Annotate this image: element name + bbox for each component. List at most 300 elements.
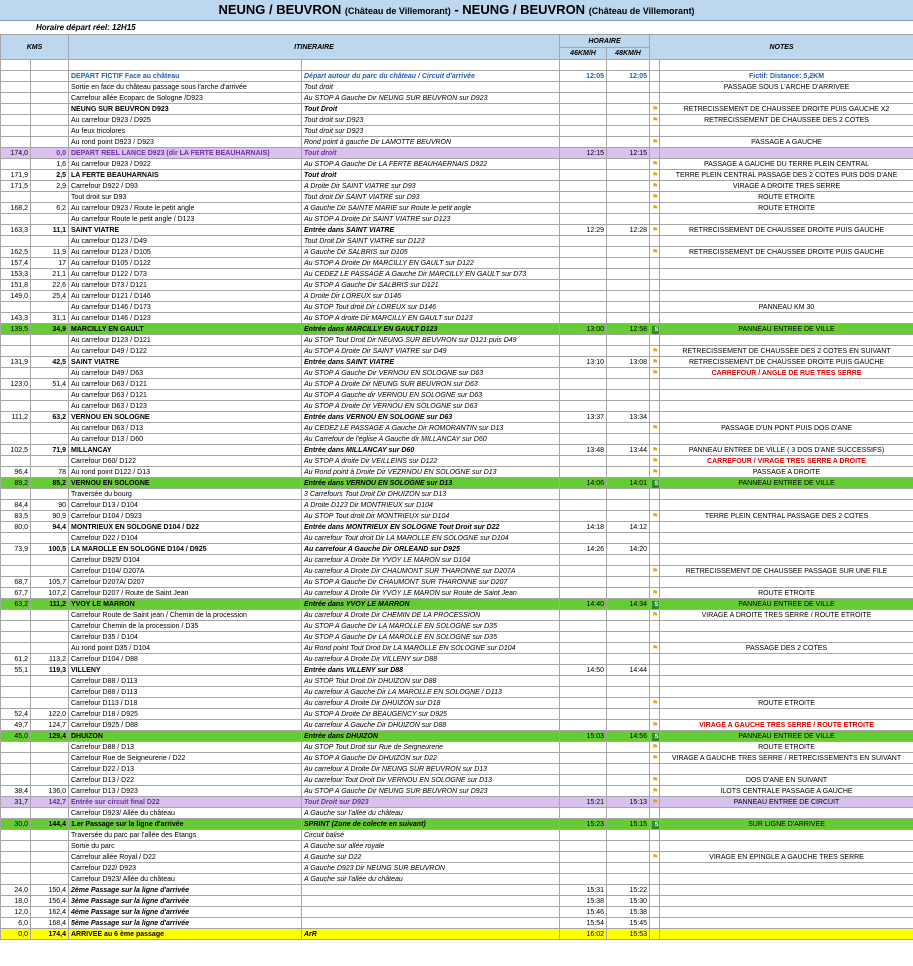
warning-flag-icon: ⚑	[652, 446, 659, 454]
warning-flag-icon: ⚑	[652, 138, 659, 146]
cell-note: ROUTE ETROITE	[660, 192, 913, 203]
itinerary-table	[0, 34, 913, 940]
cell-time-46	[560, 104, 607, 115]
cell-note	[660, 841, 913, 852]
table-row	[1, 555, 913, 566]
cell-km-done: 122,0	[31, 709, 69, 720]
cell-direction: Au STOP A Gauche Dir VERNOU EN SOLOGNE sur D63	[302, 368, 560, 379]
cell-location: Entrée sur circuit final D22	[69, 797, 302, 808]
table-row	[1, 126, 913, 137]
cell-time-48: 15:53	[607, 929, 650, 940]
cell-km-done	[31, 863, 69, 874]
cell-note	[660, 412, 913, 423]
cell-km-done: 142,7	[31, 797, 69, 808]
cell-location: Au carrefour D123 / D105	[69, 247, 302, 258]
cell-icon	[650, 566, 660, 577]
table-row	[1, 654, 913, 665]
cell-time-46: 15:03	[560, 731, 607, 742]
cell-km-remaining: 61,2	[1, 654, 31, 665]
cell-time-46	[560, 698, 607, 709]
cell-note	[660, 830, 913, 841]
cell-direction: Au STOP Tout droit Dir MONTRIEUX sur D104	[302, 511, 560, 522]
cell-km-done: 0,0	[31, 148, 69, 159]
cell-location: 5ème Passage sur la ligne d'arrivée	[69, 918, 302, 929]
cell-icon	[650, 522, 660, 533]
cell-km-remaining	[1, 676, 31, 687]
table-row	[1, 544, 913, 555]
cell-km-done: 51,4	[31, 379, 69, 390]
cell-note: PASSAGE A GAUCHE	[660, 137, 913, 148]
cell-time-48: 15:30	[607, 896, 650, 907]
cell-note	[660, 291, 913, 302]
cell-direction: A Gauche sur l'allée du château	[302, 874, 560, 885]
cell-icon	[650, 236, 660, 247]
cell-direction: Au STOP A Gauche dir VERNOU EN SOLOGNE sur D63	[302, 390, 560, 401]
cell-note	[660, 709, 913, 720]
cell-icon	[650, 577, 660, 588]
cell-icon	[650, 841, 660, 852]
cell-time-46	[560, 753, 607, 764]
table-row	[1, 918, 913, 929]
cell-direction: Au carrefour A Droite Dir CHEMIN DE LA PROCESSION	[302, 610, 560, 621]
header-horaire: HORAIRE	[560, 35, 650, 48]
cell-km-remaining: 55,1	[1, 665, 31, 676]
cell-km-remaining	[1, 830, 31, 841]
cell-time-48: 14:12	[607, 522, 650, 533]
cell-direction: Au carrefour A Droite Dir CHAUMONT SUR THARONNE sur D207A	[302, 566, 560, 577]
table-row	[1, 775, 913, 786]
cell-km-remaining	[1, 753, 31, 764]
cell-km-done: 90,9	[31, 511, 69, 522]
cell-km-done: 78	[31, 467, 69, 478]
cell-time-46	[560, 203, 607, 214]
table-row	[1, 489, 913, 500]
table-row	[1, 808, 913, 819]
cell-km-remaining	[1, 775, 31, 786]
cell-time-48	[607, 764, 650, 775]
cell-km-remaining: 80,0	[1, 522, 31, 533]
green-sign-icon: S	[652, 821, 660, 829]
header-48kmh: 48KM/H	[607, 48, 650, 60]
table-row	[1, 566, 913, 577]
cell-time-48	[607, 588, 650, 599]
table-row	[1, 753, 913, 764]
cell-icon	[650, 511, 660, 522]
cell-time-46: 14:18	[560, 522, 607, 533]
cell-time-48	[607, 841, 650, 852]
cell-direction: A Droite Dir LOREUX sur D146	[302, 291, 560, 302]
cell-note	[660, 687, 913, 698]
cell-time-46: 15:31	[560, 885, 607, 896]
cell-location: Au carrefour D146 / D173	[69, 302, 302, 313]
cell-time-46: 15:38	[560, 896, 607, 907]
cell-time-46	[560, 610, 607, 621]
cell-km-done: 6,2	[31, 203, 69, 214]
table-row	[1, 258, 913, 269]
cell-location: Au carrefour D123 / D121	[69, 335, 302, 346]
cell-note: TERRE PLEIN CENTRAL PASSAGE DES 2 COTES PUIS DOS D'ANE	[660, 170, 913, 181]
cell-time-48	[607, 654, 650, 665]
cell-time-46: 16:02	[560, 929, 607, 940]
cell-km-done: 105,7	[31, 577, 69, 588]
cell-time-48: 13:44	[607, 445, 650, 456]
cell-direction: Au carrefour A Gauche Dir ORLEAND sur D925	[302, 544, 560, 555]
cell-km-done	[31, 115, 69, 126]
cell-km-remaining: 171,5	[1, 181, 31, 192]
cell-direction: Départ autour du parc du château / Circuit d'arrivée	[302, 71, 560, 82]
cell-location: Au feux tricolores	[69, 126, 302, 137]
cell-icon	[650, 786, 660, 797]
cell-note	[660, 918, 913, 929]
cell-location: Carrefour D207A/ D207	[69, 577, 302, 588]
table-row	[1, 797, 913, 808]
cell-icon	[650, 269, 660, 280]
cell-direction: Au STOP Tout droit Dir LOREUX sur D146	[302, 302, 560, 313]
warning-flag-icon: ⚑	[652, 226, 659, 234]
cell-icon	[650, 104, 660, 115]
cell-km-done: 144,4	[31, 819, 69, 830]
cell-note: TERRE PLEIN CENTRAL PASSAGE DES 2 COTES	[660, 511, 913, 522]
cell-direction: A Gauche Dir SAINTE MARIE sur Route le petit angle	[302, 203, 560, 214]
cell-km-done	[31, 423, 69, 434]
cell-time-46	[560, 467, 607, 478]
cell-note	[660, 863, 913, 874]
cell-km-remaining: 52,4	[1, 709, 31, 720]
cell-km-remaining: 162,5	[1, 247, 31, 258]
cell-direction: Entrée dans YVOY LE MARRON	[302, 599, 560, 610]
cell-time-48: 13:34	[607, 412, 650, 423]
cell-note	[660, 632, 913, 643]
warning-flag-icon: ⚑	[652, 611, 659, 619]
warning-flag-icon: ⚑	[652, 171, 659, 179]
cell-time-46: 14:26	[560, 544, 607, 555]
table-row	[1, 456, 913, 467]
cell-time-48	[607, 720, 650, 731]
header-46kmh: 46KM/H	[560, 48, 607, 60]
cell-km-done: 11,1	[31, 225, 69, 236]
table-row	[1, 192, 913, 203]
cell-time-48	[607, 280, 650, 291]
cell-note: ROUTE ETROITE	[660, 588, 913, 599]
cell-note	[660, 885, 913, 896]
cell-note	[660, 126, 913, 137]
cell-direction: Au STOP A Gauche Dir LA FERTE BEAUHAERNAIS D922	[302, 159, 560, 170]
cell-direction: Tout droit sur D923	[302, 115, 560, 126]
cell-time-48: 14:56	[607, 731, 650, 742]
cell-time-48	[607, 434, 650, 445]
cell-location: Carrefour D88 / D13	[69, 742, 302, 753]
cell-icon	[650, 60, 660, 71]
warning-flag-icon: ⚑	[652, 644, 659, 652]
cell-km-done	[31, 401, 69, 412]
cell-km-done	[31, 214, 69, 225]
cell-note: ROUTE ETROITE	[660, 698, 913, 709]
cell-km-remaining: 163,3	[1, 225, 31, 236]
table-row	[1, 687, 913, 698]
cell-note: PASSAGE A DROITE	[660, 467, 913, 478]
cell-note: RETRECISSEMENT DE CHAUSSEE DROITE PUIS GAUCHE X2	[660, 104, 913, 115]
cell-icon	[650, 687, 660, 698]
cell-time-48	[607, 258, 650, 269]
table-row	[1, 236, 913, 247]
table-row	[1, 742, 913, 753]
cell-km-done	[31, 621, 69, 632]
cell-time-46	[560, 489, 607, 500]
cell-km-done	[31, 71, 69, 82]
cell-km-remaining: 84,4	[1, 500, 31, 511]
cell-time-48	[607, 423, 650, 434]
cell-icon	[650, 368, 660, 379]
table-row	[1, 841, 913, 852]
cell-location: DEPART FICTIF Face au château	[69, 71, 302, 82]
cell-note	[660, 258, 913, 269]
warning-flag-icon: ⚑	[652, 512, 659, 520]
cell-location: Carrefour D923/ Allée du château	[69, 874, 302, 885]
cell-note	[660, 676, 913, 687]
cell-note: RETRECISSEMENT DE CHAUSSEE DROITE PUIS GAUCHE	[660, 247, 913, 258]
cell-km-done	[31, 632, 69, 643]
cell-note: PANNEAU KM 30	[660, 302, 913, 313]
warning-flag-icon: ⚑	[652, 468, 659, 476]
cell-time-46	[560, 291, 607, 302]
cell-time-48	[607, 500, 650, 511]
cell-location	[69, 60, 302, 71]
cell-km-remaining	[1, 764, 31, 775]
cell-km-remaining	[1, 104, 31, 115]
cell-direction: A Gauche sur l'allée du château	[302, 808, 560, 819]
cell-time-46	[560, 368, 607, 379]
cell-km-done: 63,2	[31, 412, 69, 423]
cell-note: PANNEAU ENTREE DE VILLE	[660, 478, 913, 489]
table-row	[1, 401, 913, 412]
cell-time-46	[560, 621, 607, 632]
cell-time-46: 15:21	[560, 797, 607, 808]
cell-km-done	[31, 555, 69, 566]
cell-km-remaining	[1, 302, 31, 313]
cell-icon	[650, 302, 660, 313]
cell-icon	[650, 170, 660, 181]
cell-icon	[650, 885, 660, 896]
cell-time-48: 12:28	[607, 225, 650, 236]
cell-direction: Au STOP Tout Droit Dir DHUIZON sur D88	[302, 676, 560, 687]
cell-location: Sortie du parc	[69, 841, 302, 852]
cell-note: VIRAGE A GAUCHE TRES SERRE / RETRECISSEMENTS EN SUIVANT	[660, 753, 913, 764]
cell-km-remaining	[1, 126, 31, 137]
cell-location: Carrefour D13 / D104	[69, 500, 302, 511]
cell-km-remaining	[1, 115, 31, 126]
cell-km-remaining: 30,0	[1, 819, 31, 830]
cell-icon	[650, 115, 660, 126]
cell-km-remaining: 49,7	[1, 720, 31, 731]
cell-location: 1.er Passage sur la ligne d'arrivée	[69, 819, 302, 830]
cell-icon	[650, 280, 660, 291]
cell-km-remaining	[1, 423, 31, 434]
table-row	[1, 731, 913, 742]
table-row	[1, 159, 913, 170]
cell-direction	[302, 60, 560, 71]
cell-location: Traversée du parc par l'allée des Etangs	[69, 830, 302, 841]
cell-icon	[650, 357, 660, 368]
cell-direction: A Gauche Dir SALBRIS sur D105	[302, 247, 560, 258]
cell-direction: Au STOP A Gauche Dir CHAUMONT SUR THARONNE sur D207	[302, 577, 560, 588]
cell-direction: Au STOP A Gauche Dir NEUNG SUR BEUVRON sur D923	[302, 93, 560, 104]
cell-note	[660, 390, 913, 401]
cell-km-done	[31, 489, 69, 500]
cell-icon	[650, 764, 660, 775]
cell-time-48	[607, 621, 650, 632]
cell-direction: Au STOP Tout Droit Dir NEUNG SUR BEUVRON sur D121 puis D49	[302, 335, 560, 346]
cell-km-remaining: 171,9	[1, 170, 31, 181]
table-row	[1, 478, 913, 489]
table-row	[1, 368, 913, 379]
cell-km-done	[31, 368, 69, 379]
cell-note: CARREFOUR / ANGLE DE RUE TRES SERRE	[660, 368, 913, 379]
cell-time-48	[607, 687, 650, 698]
cell-time-46	[560, 720, 607, 731]
cell-km-remaining: 111,2	[1, 412, 31, 423]
cell-location: Au carrefour D49 / D122	[69, 346, 302, 357]
cell-time-46	[560, 577, 607, 588]
cell-icon	[650, 346, 660, 357]
cell-note: RETRECISSEMENT DE CHAUSSEE PASSAGE SUR UNE FILE	[660, 566, 913, 577]
cell-note	[660, 577, 913, 588]
cell-km-done	[31, 456, 69, 467]
cell-note: ILOTS CENTRALE PASSAGE A GAUCHE	[660, 786, 913, 797]
cell-icon	[650, 159, 660, 170]
cell-location: Carrefour Chemin de la procession / D35	[69, 621, 302, 632]
cell-icon	[650, 181, 660, 192]
cell-location: Au carrefour D63 / D13	[69, 423, 302, 434]
cell-time-48	[607, 808, 650, 819]
cell-time-46	[560, 390, 607, 401]
cell-km-remaining	[1, 610, 31, 621]
table-row	[1, 269, 913, 280]
cell-icon	[650, 808, 660, 819]
cell-time-46: 12:29	[560, 225, 607, 236]
cell-location: YVOY LE MARRON	[69, 599, 302, 610]
cell-location: Au carrefour D146 / D123	[69, 313, 302, 324]
cell-direction: Entrée dans VILLENY sur D88	[302, 665, 560, 676]
cell-location: Carrefour D60/ D122	[69, 456, 302, 467]
cell-direction: Au CEDEZ LE PASSAGE A Gauche Dir MARCILLY EN GAULT sur D73	[302, 269, 560, 280]
cell-time-48: 14:44	[607, 665, 650, 676]
cell-location: Carrefour D22/ D923	[69, 863, 302, 874]
warning-flag-icon: ⚑	[652, 776, 659, 784]
cell-note: VIRAGE A DROITE TRES SERRE / ROUTE ETROITE	[660, 610, 913, 621]
cell-km-done	[31, 643, 69, 654]
table-row	[1, 357, 913, 368]
cell-time-48	[607, 159, 650, 170]
cell-location: Carrefour D104/ D207A	[69, 566, 302, 577]
cell-km-remaining: 174,0	[1, 148, 31, 159]
table-row	[1, 346, 913, 357]
cell-direction: Tout droit	[302, 170, 560, 181]
cell-time-46	[560, 643, 607, 654]
cell-km-done	[31, 775, 69, 786]
cell-time-48	[607, 236, 650, 247]
cell-location: MONTRIEUX EN SOLOGNE D104 / D22	[69, 522, 302, 533]
cell-km-done	[31, 346, 69, 357]
cell-note	[660, 522, 913, 533]
cell-location: Carrefour D13 / D22	[69, 775, 302, 786]
cell-time-48	[607, 533, 650, 544]
cell-km-remaining: 6,0	[1, 918, 31, 929]
cell-km-remaining	[1, 71, 31, 82]
cell-direction: Au STOP A Gauche Dir NEUNG SUR BEUVRON sur D923	[302, 786, 560, 797]
table-row	[1, 412, 913, 423]
cell-icon	[650, 599, 660, 610]
cell-km-done: 90	[31, 500, 69, 511]
cell-time-46	[560, 269, 607, 280]
cell-note: PANNEAU ENTREE DE VILLE	[660, 599, 913, 610]
cell-icon	[650, 126, 660, 137]
cell-km-done	[31, 302, 69, 313]
cell-note	[660, 874, 913, 885]
warning-flag-icon: ⚑	[652, 699, 659, 707]
table-row	[1, 423, 913, 434]
cell-time-48	[607, 555, 650, 566]
cell-location: Carrefour D13 / D923	[69, 786, 302, 797]
cell-km-done: 113,2	[31, 654, 69, 665]
cell-time-48	[607, 313, 650, 324]
cell-direction: A Gauche D923 Dir NEUNG SUR BEUVRON	[302, 863, 560, 874]
table-row	[1, 434, 913, 445]
cell-direction: Tout Droit Dir SAINT VIATRE sur D123	[302, 236, 560, 247]
table-row	[1, 874, 913, 885]
cell-time-46: 15:23	[560, 819, 607, 830]
cell-km-remaining: 123,0	[1, 379, 31, 390]
cell-note	[660, 929, 913, 940]
cell-time-48	[607, 368, 650, 379]
cell-location: Carrefour D22 / D104	[69, 533, 302, 544]
warning-flag-icon: ⚑	[652, 116, 659, 124]
cell-location: Sortie en face du château passage sous l'arche d'arrivée	[69, 82, 302, 93]
cell-icon	[650, 907, 660, 918]
cell-note	[660, 148, 913, 159]
cell-time-48	[607, 203, 650, 214]
warning-flag-icon: ⚑	[652, 743, 659, 751]
table-row	[1, 214, 913, 225]
cell-km-remaining: 38,4	[1, 786, 31, 797]
cell-direction: A Droite Dir SAINT VIATRE sur D93	[302, 181, 560, 192]
table-row	[1, 467, 913, 478]
cell-icon	[650, 632, 660, 643]
cell-note: RETRECISSEMENT DE CHAUSSEE DROITE PUIS GAUCHE	[660, 357, 913, 368]
cell-direction: Entrée dans MONTRIEUX EN SOLOGNE Tout Droit sur D22	[302, 522, 560, 533]
cell-km-done: 111,2	[31, 599, 69, 610]
cell-note	[660, 335, 913, 346]
cell-km-remaining	[1, 368, 31, 379]
cell-km-remaining: 24,0	[1, 885, 31, 896]
cell-direction: Au carrefour Tout droit Dir LA MAROLLE EN SOLOGNE sur D104	[302, 533, 560, 544]
cell-time-46	[560, 159, 607, 170]
table-row	[1, 588, 913, 599]
cell-icon	[650, 93, 660, 104]
table-row	[1, 577, 913, 588]
cell-location: Carrefour D88 / D113	[69, 676, 302, 687]
cell-time-46: 13:00	[560, 324, 607, 335]
header-itineraire: ITINERAIRE	[69, 35, 560, 60]
cell-icon	[650, 489, 660, 500]
cell-direction: Rond point à gauche Dir LAMOTTE BEUVRON	[302, 137, 560, 148]
cell-km-done: 174,4	[31, 929, 69, 940]
cell-icon	[650, 819, 660, 830]
cell-time-48	[607, 632, 650, 643]
cell-note	[660, 665, 913, 676]
cell-icon	[650, 698, 660, 709]
cell-km-done: 1,6	[31, 159, 69, 170]
cell-time-48: 12:58	[607, 324, 650, 335]
